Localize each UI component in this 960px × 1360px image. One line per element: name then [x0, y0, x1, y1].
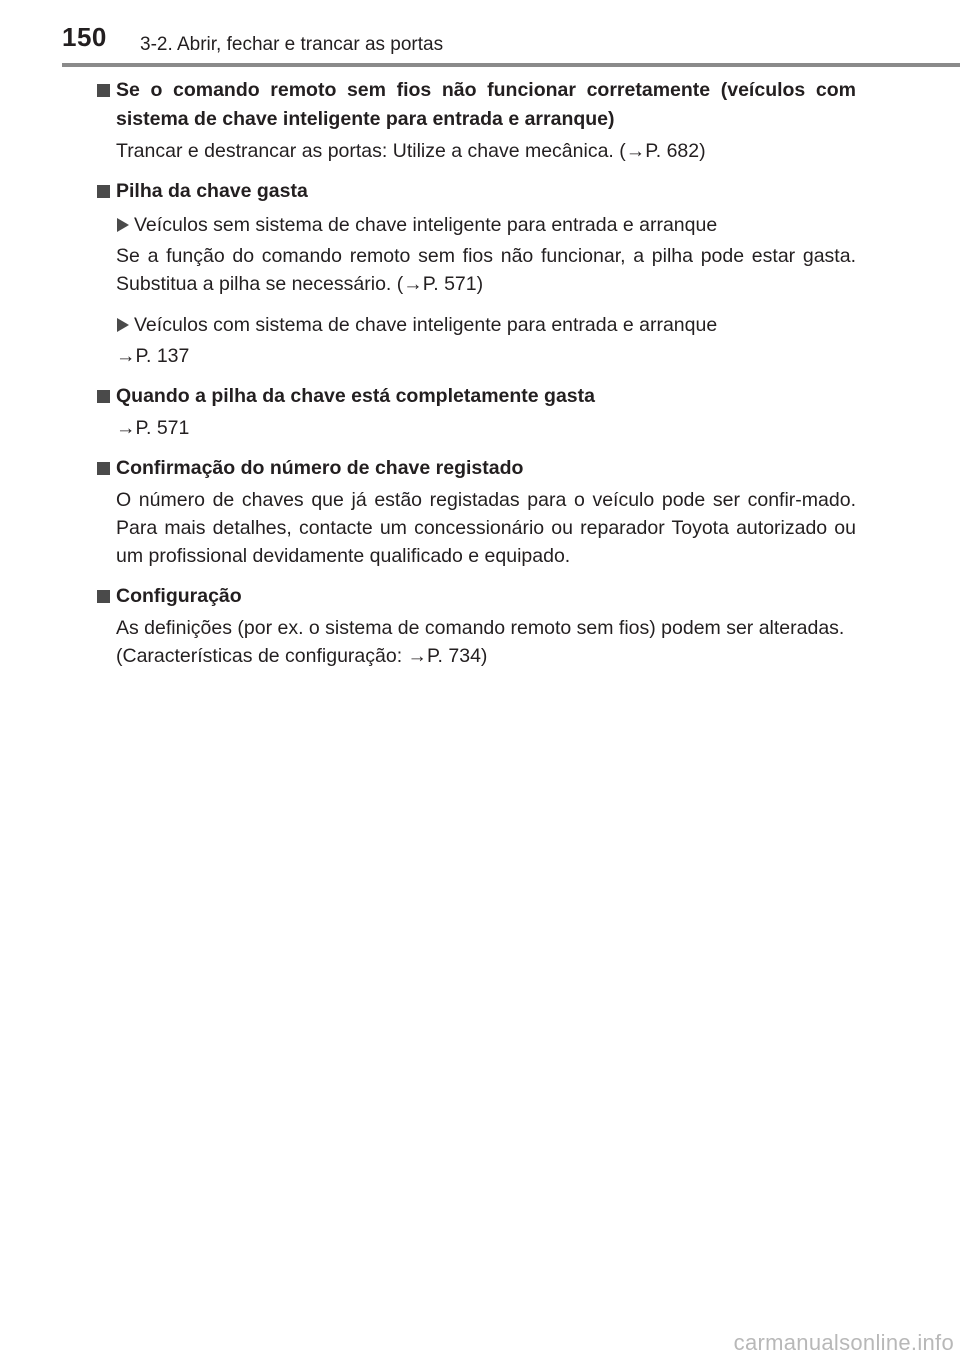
- header-divider: [62, 63, 960, 67]
- watermark: carmanualsonline.info: [733, 1330, 954, 1355]
- subheading-text: Veículos sem sistema de chave inteligente para entrada e arranque: [134, 214, 718, 236]
- triangle-bullet-icon: [117, 318, 129, 332]
- section-key-number-confirmation: [0, 454, 960, 570]
- subheading-without-smart-key: [0, 211, 960, 239]
- section-heading: [0, 177, 960, 206]
- triangle-bullet-icon: [117, 218, 129, 232]
- square-bullet-icon: [97, 462, 110, 475]
- section-battery-depleted: [0, 177, 960, 370]
- heading-text: Se o comando remoto sem fios não funcionar corretamente (veículos com sistema de chave inteligente para entrada e arranque): [116, 79, 856, 130]
- section-battery-fully-depleted: [0, 382, 960, 442]
- square-bullet-icon: [97, 590, 110, 603]
- section-heading: [0, 582, 960, 611]
- paragraph-reference: (Características de configuração: →P. 734): [116, 645, 488, 667]
- section-heading: [0, 76, 960, 134]
- subheading-with-smart-key: [0, 311, 960, 339]
- section-remote-malfunction: [0, 76, 960, 165]
- square-bullet-icon: [97, 390, 110, 403]
- paragraph: As definições (por ex. o sistema de comando remoto sem fios) podem ser alteradas.: [116, 617, 845, 639]
- section-heading: [0, 382, 960, 411]
- heading-text: Configuração: [116, 585, 242, 607]
- heading-text: Pilha da chave gasta: [116, 180, 308, 202]
- chapter-title: 3-2. Abrir, fechar e trancar as portas: [140, 34, 444, 55]
- paragraph: O número de chaves que já estão registadas para o veículo pode ser confir-mado. Para mais detalhes, contacte um concessionário ou reparador Toyota autorizado ou um profissional devidamente qualificado e equipado.: [116, 489, 856, 567]
- page-number: 150: [62, 22, 107, 52]
- section-heading: [0, 454, 960, 483]
- subheading-text: Veículos com sistema de chave inteligente para entrada e arranque: [134, 314, 718, 336]
- square-bullet-icon: [97, 84, 110, 97]
- page-reference: →P. 571: [116, 417, 190, 439]
- square-bullet-icon: [97, 185, 110, 198]
- page-header: [0, 0, 960, 68]
- paragraph: Trancar e destrancar as portas: Utilize a chave mecânica. (→P. 682): [116, 140, 706, 162]
- heading-text: Quando a pilha da chave está completamente gasta: [116, 385, 595, 407]
- page-content: [0, 76, 960, 682]
- heading-text: Confirmação do número de chave registado: [116, 457, 524, 479]
- paragraph: Se a função do comando remoto sem fios não funcionar, a pilha pode estar gasta. Substitua a pilha se necessário. (→P. 571): [116, 245, 856, 295]
- section-configuration: [0, 582, 960, 670]
- page-reference: →P. 137: [116, 345, 190, 367]
